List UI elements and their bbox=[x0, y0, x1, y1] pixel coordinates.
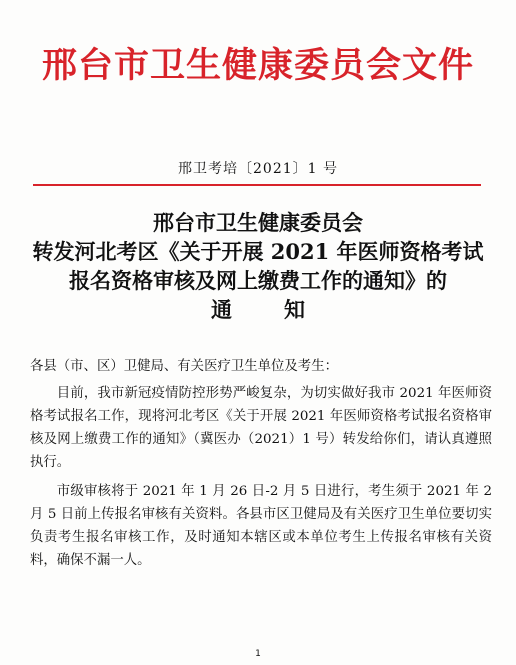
title-line-1: 邢台市卫生健康委员会 bbox=[153, 210, 363, 235]
addressee-line: 各县（市、区）卫健局、有关医疗卫生单位及考生： bbox=[30, 359, 338, 374]
document-number: 邢卫考培〔2021〕1 号 bbox=[178, 161, 338, 177]
title-line-4: 通知 bbox=[211, 297, 357, 322]
title-line-2: 转发河北考区《关于开展 2021 年医师资格考试 bbox=[32, 239, 484, 264]
body-paragraph-2: 市级审核将于 2021 年 1 月 26 日-2 月 5 日进行，考生须于 2021 年 2 月 5 日前上传报名审核有关资料。各县市区卫健局及有关医疗卫生单位要切实负责考生报名审核工作，及时通知本辖区或本单位考生上传报名审核有关资料，确保不漏一人。 bbox=[30, 484, 492, 568]
page-number: 1 bbox=[255, 649, 261, 659]
notice-body bbox=[30, 355, 492, 572]
title-line-3: 报名资格审核及网上缴费工作的通知》的 bbox=[69, 268, 447, 293]
document-header-title: 邢台市卫生健康委员会文件 bbox=[41, 45, 474, 86]
body-paragraph-1: 目前，我市新冠疫情防控形势严峻复杂，为切实做好我市 2021 年医师资格考试报名工作，现将河北考区《关于开展 2021 年医师资格考试报名资格审核及网上缴费工作的通知》（冀医办（2021）1 号）转发给你们，请认真遵照执行。 bbox=[30, 386, 492, 470]
notice-title bbox=[0, 208, 516, 324]
red-divider-rule bbox=[33, 184, 481, 186]
